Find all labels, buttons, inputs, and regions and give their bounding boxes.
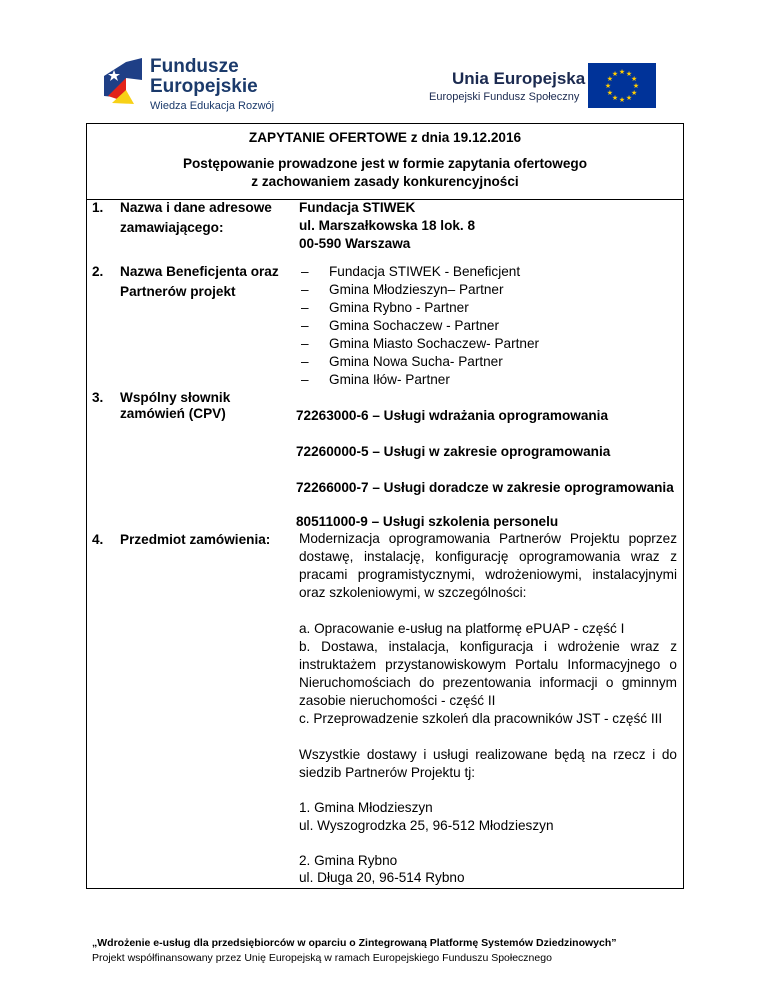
section-3-number: 3. <box>92 390 104 405</box>
eu-star-icon: ★ <box>632 83 640 90</box>
section-2-number: 2. <box>92 264 104 279</box>
eu-star-icon: ★ <box>606 90 614 97</box>
s1-line-2: ul. Marszałkowska 18 lok. 8 <box>299 218 476 233</box>
section-2-label-2: Partnerów projekt <box>120 284 236 299</box>
eu-star-icon: ★ <box>625 95 633 103</box>
section-3-label-2: zamówień (CPV) <box>120 406 226 421</box>
doc-title: ZAPYTANIE OFERTOWE z dnia 19.12.2016 <box>248 130 522 145</box>
eu-logo-subtitle: Europejski Fundusz Społeczny <box>429 91 580 103</box>
section-3-label-1: Wspólny słownik <box>120 390 231 405</box>
eu-star-icon: ★ <box>618 69 626 76</box>
s1-line-1: Fundacja STIWEK <box>299 200 416 215</box>
fe-logo <box>104 56 304 112</box>
eu-star-icon: ★ <box>611 70 619 78</box>
eu-star-icon: ★ <box>604 83 612 90</box>
subject-part-a: a. Opracowanie e-usług na platformę ePUAP - część I <box>299 621 625 636</box>
eu-star-icon: ★ <box>618 97 626 104</box>
section-1-label-2: zamawiającego: <box>120 220 224 235</box>
partner-1-address: ul. Wyszogrodzka 25, 96-512 Młodzieszyn <box>299 818 554 833</box>
footer-project-title: „Wdrożenie e-usług dla przedsiębiorców w oparciu o Zintegrowaną Platformę Systemów Dziedzinowych” <box>92 937 617 949</box>
partners-list <box>301 263 539 389</box>
list-item: – Gmina Rybno - Partner <box>301 299 539 317</box>
list-item: – Fundacja STIWEK - Beneficjent <box>301 263 539 281</box>
partner-1-name: 1. Gmina Młodzieszyn <box>299 800 433 815</box>
doc-subtitle-1: Postępowanie prowadzone jest w formie zapytania ofertowego <box>182 156 588 171</box>
fe-logo-line2: Europejskie <box>150 76 258 97</box>
section-1-label-1: Nazwa i dane adresowe <box>120 200 272 215</box>
section-1-number: 1. <box>92 200 104 215</box>
subject-part-b: b. Dostawa, instalacja, konfiguracja i wdrożenie wraz z instruktażem przystanowiskowym Portalu Informacyjnego o Nieruchomościach do prezentowania informacji o gminnym zasobie nieruchomości - część II <box>299 639 677 708</box>
s1-line-3: 00-590 Warszawa <box>299 236 411 251</box>
eu-star-icon: ★ <box>606 76 614 83</box>
footer-cofinancing: Projekt współfinansowany przez Unię Europejską w ramach Europejskiego Funduszu Społecznego <box>92 952 552 964</box>
list-item: – Gmina Młodzieszyn– Partner <box>301 281 539 299</box>
delivery-text: Wszystkie dostawy i usługi realizowane będą na rzecz i do siedzib Partnerów Projektu tj: <box>299 747 677 780</box>
list-item: – Gmina Iłów- Partner <box>301 371 539 389</box>
cpv-code-2: 72260000-5 – Usługi w zakresie oprogramowania <box>296 444 611 459</box>
list-item: – Gmina Miasto Sochaczew- Partner <box>301 335 539 353</box>
eu-logo-title: Unia Europejska <box>452 69 586 88</box>
eu-star-icon: ★ <box>630 90 638 97</box>
section-4-label: Przedmiot zamówienia: <box>120 532 271 547</box>
fe-logo-line1: Fundusze <box>150 56 239 77</box>
list-item: – Gmina Sochaczew - Partner <box>301 317 539 335</box>
fe-emblem-icon <box>104 56 142 104</box>
section-4-number: 4. <box>92 532 104 547</box>
subject-part-c: c. Przeprowadzenie szkoleń dla pracowników JST - część III <box>299 711 663 726</box>
partner-2-name: 2. Gmina Rybno <box>299 853 398 868</box>
subject-intro: Modernizacja oprogramowania Partnerów Projektu poprzez dostawę, instalację, konfigurację oprogramowania wraz z pracami programistycznymi, wdrożeniowymi, instalacyjnymi oraz szkoleniowymi, w szczególności: <box>299 531 677 600</box>
eu-flag-icon <box>588 63 656 108</box>
eu-star-icon: ★ <box>625 70 633 78</box>
doc-subtitle-2: z zachowaniem zasady konkurencyjności <box>251 174 519 189</box>
fe-logo-tagline: Wiedza Edukacja Rozwój <box>150 100 275 112</box>
section-2-label-1: Nazwa Beneficjenta oraz <box>120 264 279 279</box>
eu-star-icon: ★ <box>630 76 638 83</box>
cpv-code-1: 72263000-6 – Usługi wdrażania oprogramowania <box>296 408 609 423</box>
list-item: – Gmina Nowa Sucha- Partner <box>301 353 539 371</box>
cpv-code-3: 72266000-7 – Usługi doradcze w zakresie oprogramowania <box>296 480 674 495</box>
partner-2-address: ul. Długa 20, 96-514 Rybno <box>299 870 465 885</box>
cpv-code-4: 80511000-9 – Usługi szkolenia personelu <box>296 514 559 529</box>
eu-star-icon: ★ <box>611 95 619 103</box>
